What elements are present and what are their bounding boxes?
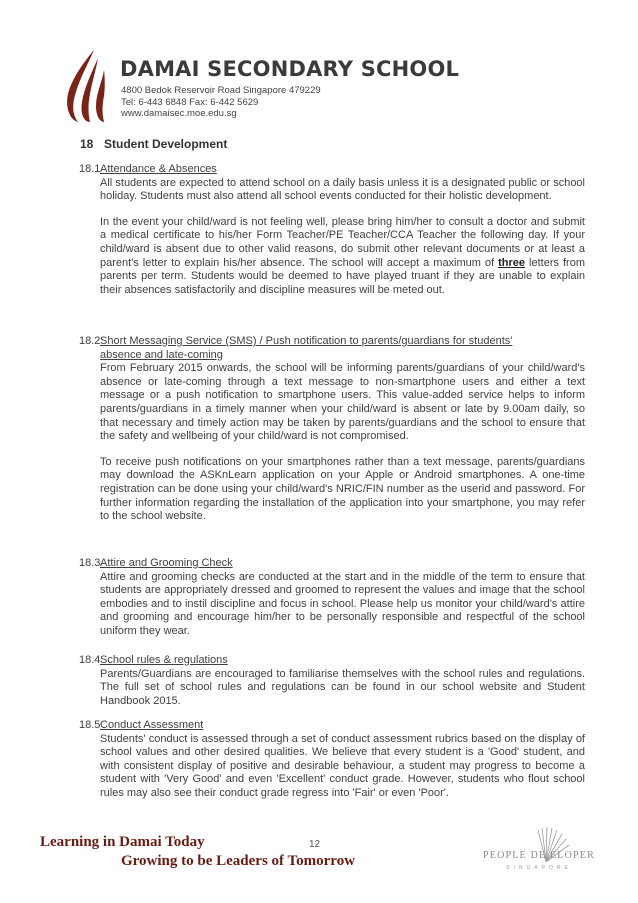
footer-motto-line2: Growing to be Leaders of Tomorrow xyxy=(121,853,356,869)
paragraph: From February 2015 onwards, the school will be informing parents/guardians of your child/ward's absence or late-coming through a text message to non-smartphone users and either a text message or a push notification to smartphone users. This value-added service helps to inform parents/guardians in a timely manner when your child/ward is absent or late by 9.00am daily, so that necessary and timely action may be taken by parents/guardians and the school to ensure that the safety and wellbeing of your child/ward is not compromised. xyxy=(100,362,585,443)
paragraph: All students are expected to attend school on a daily basis unless it is a designated public or school holiday. Students must also attend all school events conducted for their holistic development. xyxy=(100,176,585,203)
school-contact: Tel: 6-443 6848 Fax: 6-442 5629 xyxy=(121,96,259,108)
brand-text: PEOPLE DE ELOPER xyxy=(483,850,595,861)
subsection-number: 18.3 xyxy=(79,557,101,569)
subsection-heading xyxy=(79,719,585,733)
subsection-conduct xyxy=(79,719,585,801)
subsection-heading xyxy=(79,335,585,349)
paragraph: To receive push notifications on your smartphones rather than a text message, parents/guardians may download the ASKnLearn application on your Apple or Android smartphones. A one-time registration can be done using your child/ward's NRIC/FIN number as the userid and password. For further information regarding the installation of the application into your smartphone, you may refer to the school website. xyxy=(100,455,585,523)
subsection-title: Attendance & Absences xyxy=(100,163,217,175)
paragraph: Students' conduct is assessed through a set of conduct assessment rubrics based on the display of school values and other desired qualities. We believe that every student is a 'Good' student, and with consistent display of positive and desirable behaviour, a student may progress to become a student with 'Very Good' and even 'Excellent' conduct grade. However, students who flout school rules may also see their conduct grade regress into 'Fair' or even 'Poor'. xyxy=(100,732,585,799)
subsection-heading xyxy=(79,163,585,177)
paragraph: Attire and grooming checks are conducted at the start and in the middle of the term to ensure that students are appropriately dressed and groomed to represent the values and image that the school embodies and to instil discipline and focus in school. Please help us monitor your child/ward's attire and grooming and encourage him/her to be personally responsible and respectful of the school uniform they wear. xyxy=(100,570,585,637)
section-number: 18 xyxy=(80,137,94,151)
subsection-title: Conduct Assessment xyxy=(100,719,204,731)
subsection-heading xyxy=(79,557,585,571)
section-title-text: Student Development xyxy=(104,137,228,151)
subsection-attire xyxy=(79,557,585,639)
school-address-block xyxy=(121,85,321,120)
paragraph: In the event your child/ward is not feeling well, please bring him/her to consult a doctor and submit a medical certificate to his/her Form Teacher/PE Teacher/CCA Teacher the following day. If your child/ward is absent due to other valid reasons, do submit other relevant documents or at least a parent's letter to explain his/her absence. The school will accept a maximum of three letters from parents per term. Students would be deemed to have played truant if they are unable to explain their absences satisfactorily and discipline measures will be meted out. xyxy=(100,215,585,296)
subsection-title-cont: absence and late-coming xyxy=(100,348,223,361)
footer-motto-line1: Learning in Damai Today xyxy=(40,834,205,850)
subsection-title: Short Messaging Service (SMS) / Push notification to parents/guardians for students' xyxy=(100,335,513,347)
emphasis-three: three xyxy=(498,256,526,269)
section-title xyxy=(80,137,227,151)
paragraph: Parents/Guardians are encouraged to familiarise themselves with the school rules and regulations. The full set of school rules and regulations can be found in our school website and Student Handbook 2015. xyxy=(100,667,585,707)
subsection-sms xyxy=(79,335,585,524)
subsection-rules xyxy=(79,654,585,708)
subsection-title: Attire and Grooming Check xyxy=(100,557,233,569)
subsection-number: 18.4 xyxy=(79,654,101,666)
subsection-title: School rules & regulations xyxy=(100,654,228,666)
page-number: 12 xyxy=(309,839,321,850)
school-logo xyxy=(58,48,110,124)
brand-subtext: SINGAPORE xyxy=(506,865,572,871)
people-developer-brand xyxy=(480,822,598,874)
school-name: DAMAI SECONDARY SCHOOL xyxy=(120,57,460,81)
school-website[interactable]: www.damaisec.moe.edu.sg xyxy=(121,108,237,119)
subsection-heading xyxy=(79,654,585,668)
school-address: 4800 Bedok Reservoir Road Singapore 479229 xyxy=(121,85,321,96)
subsection-number: 18.2 xyxy=(79,335,101,347)
subsection-number: 18.5 xyxy=(79,719,101,731)
subsection-number: 18.1 xyxy=(79,163,101,175)
subsection-attendance xyxy=(79,163,585,297)
